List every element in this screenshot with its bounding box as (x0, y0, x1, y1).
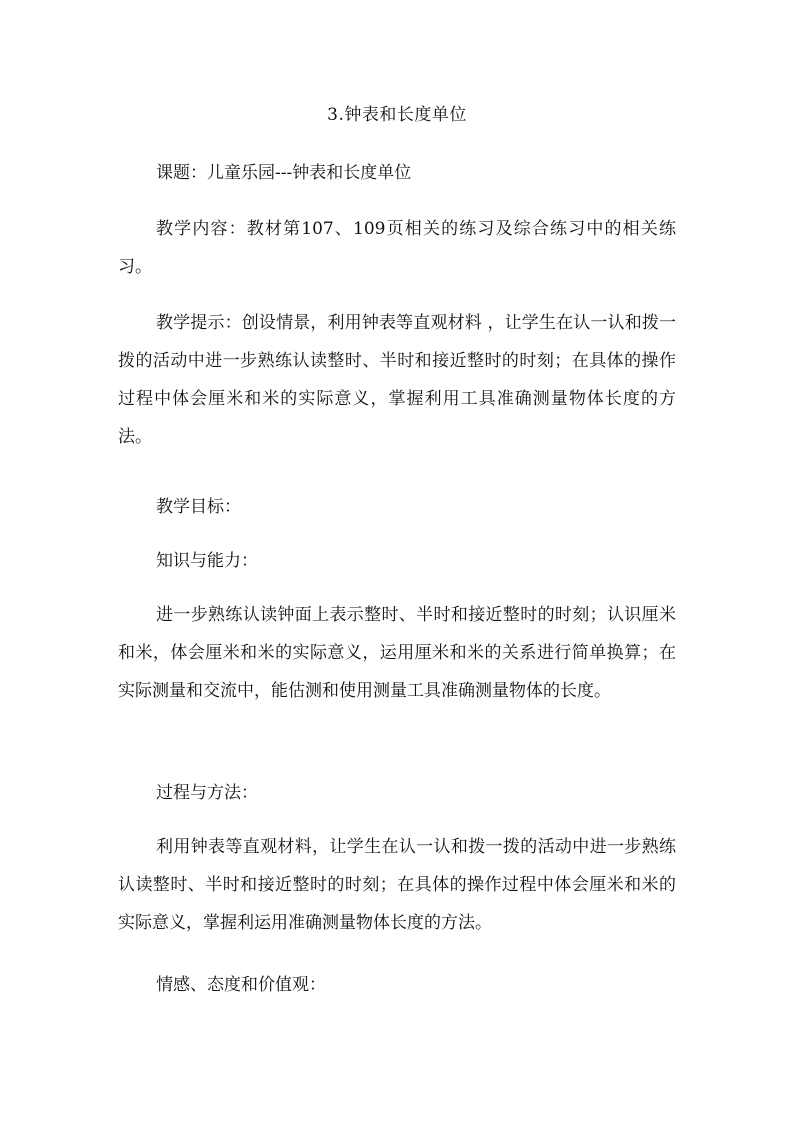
paragraph-topic: 课题：儿童乐园---钟表和长度单位 (156, 163, 412, 183)
paragraph-teaching-goals-heading: 教学目标： (156, 497, 241, 517)
paragraph-knowledge-ability-heading: 知识与能力： (156, 551, 258, 571)
document-title: 3.钟表和长度单位 (327, 105, 467, 125)
paragraph-process-method: 利用钟表等直观材料，让学生在认一认和拨一拨的活动中进一步熟练认读整时、半时和接近整时的时刻；在具体的操作过程中体会厘米和米的实际意义，掌握利运用准确测量物体长度的方法。 (118, 837, 676, 933)
paragraph-knowledge-ability: 进一步熟练认读钟面上表示整时、半时和接近整时的时刻；认识厘米和米，体会厘米和米的实际意义，运用厘米和米的关系进行简单换算；在实际测量和交流中，能估测和使用测量工具准确测量物体的长度。 (118, 605, 676, 701)
paragraph-emotion-values-heading: 情感、态度和价值观： (156, 975, 326, 995)
paragraph-process-method-heading: 过程与方法： (156, 783, 258, 803)
paragraph-teaching-content: 教学内容：教材第107、109页相关的练习及综合练习中的相关练习。 (118, 219, 676, 277)
paragraph-teaching-tips: 教学提示：创设情景，利用钟表等直观材料 ，让学生在认一认和拨一拨的活动中进一步熟练认读整时、半时和接近整时的时刻；在具体的操作过程中体会厘米和米的实际意义，掌握利用工具准确测量物体长度的方法。 (118, 313, 676, 447)
